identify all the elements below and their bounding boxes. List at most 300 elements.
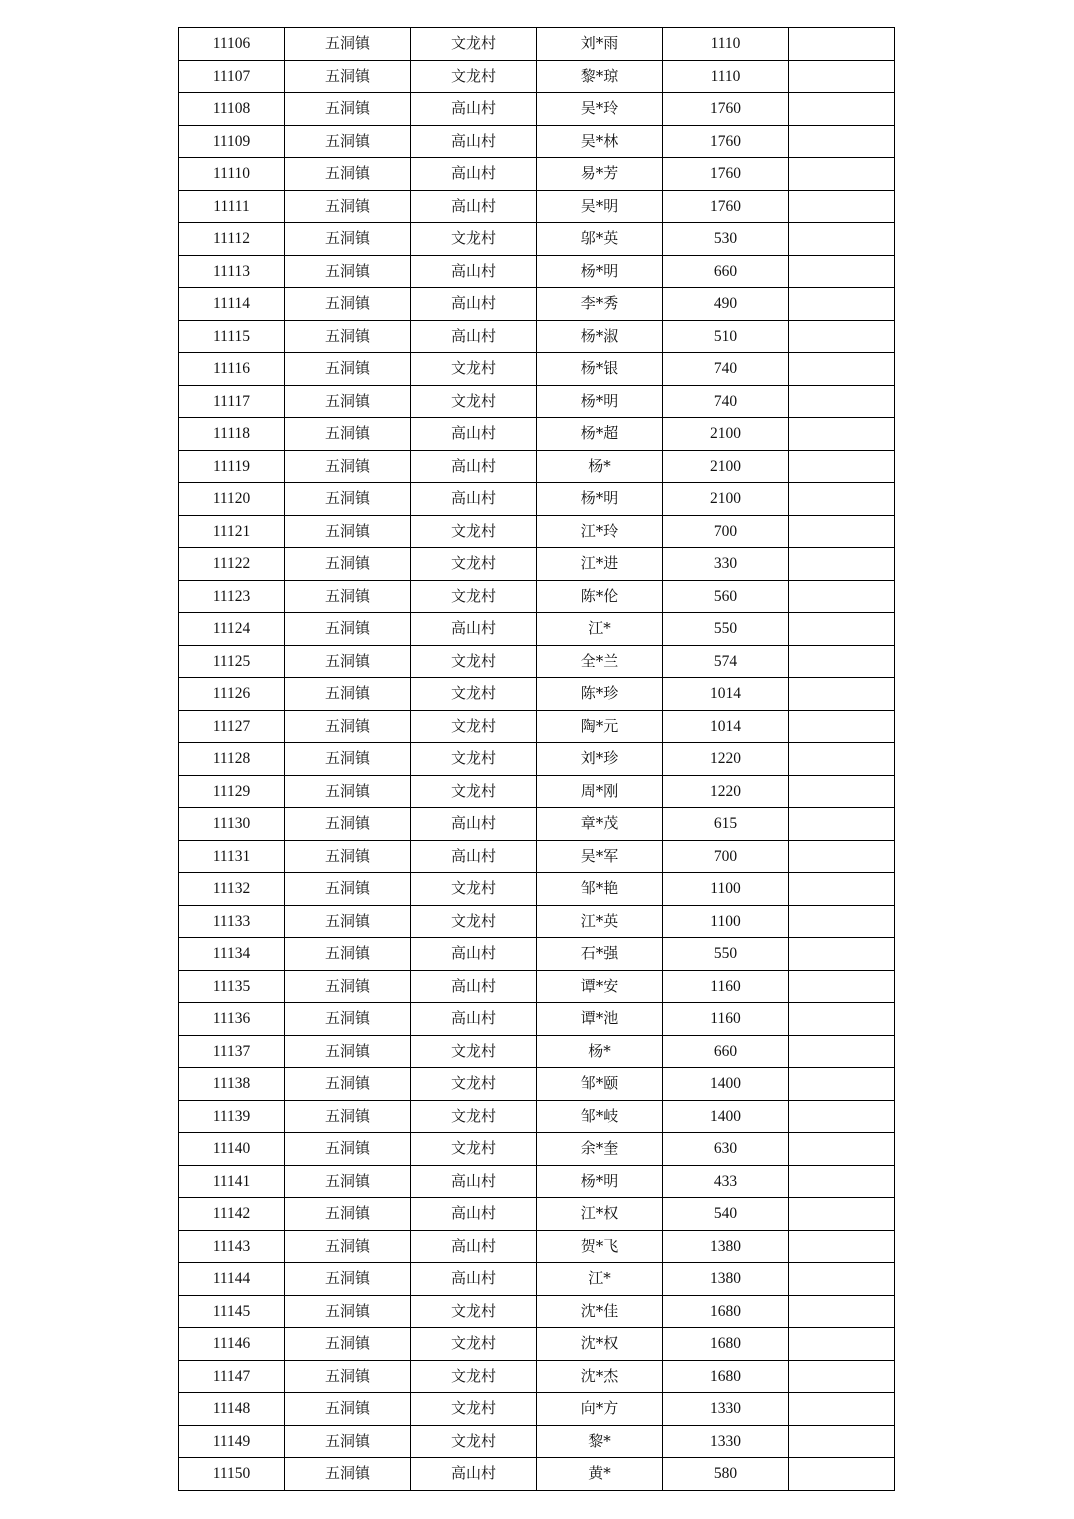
id-cell: 11125 [179, 645, 285, 678]
remark-cell [789, 905, 895, 938]
record-table-body [179, 28, 895, 1491]
amount-cell: 330 [663, 548, 789, 581]
remark-cell [789, 1393, 895, 1426]
town-cell: 五洞镇 [285, 840, 411, 873]
table-row [179, 678, 895, 711]
name-cell: 江*玲 [537, 515, 663, 548]
id-cell: 11106 [179, 28, 285, 61]
village-cell: 高山村 [411, 1165, 537, 1198]
id-cell: 11128 [179, 743, 285, 776]
table-row [179, 288, 895, 321]
record-table [178, 27, 895, 1491]
table-row [179, 710, 895, 743]
name-cell: 杨* [537, 450, 663, 483]
village-cell: 文龙村 [411, 905, 537, 938]
name-cell: 杨*明 [537, 483, 663, 516]
village-cell: 文龙村 [411, 743, 537, 776]
table-row [179, 385, 895, 418]
amount-cell: 1100 [663, 905, 789, 938]
id-cell: 11148 [179, 1393, 285, 1426]
village-cell: 文龙村 [411, 873, 537, 906]
village-cell: 文龙村 [411, 1100, 537, 1133]
name-cell: 陈*珍 [537, 678, 663, 711]
amount-cell: 1400 [663, 1068, 789, 1101]
id-cell: 11145 [179, 1295, 285, 1328]
village-cell: 高山村 [411, 158, 537, 191]
town-cell: 五洞镇 [285, 1133, 411, 1166]
town-cell: 五洞镇 [285, 1458, 411, 1491]
table-row [179, 1458, 895, 1491]
name-cell: 陶*元 [537, 710, 663, 743]
amount-cell: 1220 [663, 743, 789, 776]
name-cell: 邬*英 [537, 223, 663, 256]
remark-cell [789, 1035, 895, 1068]
table-row [179, 808, 895, 841]
table-row [179, 743, 895, 776]
id-cell: 11122 [179, 548, 285, 581]
town-cell: 五洞镇 [285, 158, 411, 191]
id-cell: 11121 [179, 515, 285, 548]
table-row [179, 1425, 895, 1458]
table-row [179, 1165, 895, 1198]
amount-cell: 1110 [663, 60, 789, 93]
amount-cell: 1680 [663, 1360, 789, 1393]
town-cell: 五洞镇 [285, 353, 411, 386]
remark-cell [789, 1360, 895, 1393]
id-cell: 11144 [179, 1263, 285, 1296]
village-cell: 文龙村 [411, 1328, 537, 1361]
town-cell: 五洞镇 [285, 938, 411, 971]
town-cell: 五洞镇 [285, 1393, 411, 1426]
remark-cell [789, 580, 895, 613]
id-cell: 11134 [179, 938, 285, 971]
village-cell: 文龙村 [411, 1133, 537, 1166]
table-row [179, 1360, 895, 1393]
village-cell: 高山村 [411, 1230, 537, 1263]
remark-cell [789, 1003, 895, 1036]
village-cell: 文龙村 [411, 1068, 537, 1101]
town-cell: 五洞镇 [285, 1035, 411, 1068]
id-cell: 11149 [179, 1425, 285, 1458]
id-cell: 11114 [179, 288, 285, 321]
name-cell: 黎*琼 [537, 60, 663, 93]
table-row [179, 28, 895, 61]
name-cell: 江*英 [537, 905, 663, 938]
village-cell: 高山村 [411, 320, 537, 353]
remark-cell [789, 93, 895, 126]
name-cell: 吴*明 [537, 190, 663, 223]
town-cell: 五洞镇 [285, 483, 411, 516]
remark-cell [789, 938, 895, 971]
name-cell: 石*强 [537, 938, 663, 971]
id-cell: 11136 [179, 1003, 285, 1036]
village-cell: 高山村 [411, 483, 537, 516]
town-cell: 五洞镇 [285, 970, 411, 1003]
name-cell: 杨*明 [537, 385, 663, 418]
town-cell: 五洞镇 [285, 1328, 411, 1361]
table-row [179, 1035, 895, 1068]
id-cell: 11120 [179, 483, 285, 516]
name-cell: 邹*岐 [537, 1100, 663, 1133]
town-cell: 五洞镇 [285, 1230, 411, 1263]
name-cell: 章*茂 [537, 808, 663, 841]
village-cell: 文龙村 [411, 1035, 537, 1068]
table-row [179, 223, 895, 256]
town-cell: 五洞镇 [285, 1263, 411, 1296]
town-cell: 五洞镇 [285, 873, 411, 906]
town-cell: 五洞镇 [285, 515, 411, 548]
remark-cell [789, 515, 895, 548]
name-cell: 沈*杰 [537, 1360, 663, 1393]
id-cell: 11118 [179, 418, 285, 451]
village-cell: 高山村 [411, 450, 537, 483]
amount-cell: 740 [663, 385, 789, 418]
table-row [179, 93, 895, 126]
remark-cell [789, 1230, 895, 1263]
remark-cell [789, 223, 895, 256]
amount-cell: 1760 [663, 158, 789, 191]
table-row [179, 775, 895, 808]
name-cell: 全*兰 [537, 645, 663, 678]
village-cell: 高山村 [411, 808, 537, 841]
id-cell: 11119 [179, 450, 285, 483]
id-cell: 11143 [179, 1230, 285, 1263]
village-cell: 高山村 [411, 970, 537, 1003]
name-cell: 黎* [537, 1425, 663, 1458]
id-cell: 11110 [179, 158, 285, 191]
village-cell: 高山村 [411, 1003, 537, 1036]
remark-cell [789, 125, 895, 158]
amount-cell: 490 [663, 288, 789, 321]
amount-cell: 1330 [663, 1393, 789, 1426]
village-cell: 文龙村 [411, 678, 537, 711]
town-cell: 五洞镇 [285, 93, 411, 126]
remark-cell [789, 1328, 895, 1361]
name-cell: 杨* [537, 1035, 663, 1068]
village-cell: 高山村 [411, 288, 537, 321]
name-cell: 周*刚 [537, 775, 663, 808]
remark-cell [789, 710, 895, 743]
id-cell: 11107 [179, 60, 285, 93]
table-row [179, 1133, 895, 1166]
name-cell: 谭*安 [537, 970, 663, 1003]
amount-cell: 1680 [663, 1295, 789, 1328]
amount-cell: 615 [663, 808, 789, 841]
town-cell: 五洞镇 [285, 385, 411, 418]
id-cell: 11108 [179, 93, 285, 126]
town-cell: 五洞镇 [285, 1068, 411, 1101]
amount-cell: 700 [663, 840, 789, 873]
amount-cell: 1760 [663, 93, 789, 126]
remark-cell [789, 840, 895, 873]
town-cell: 五洞镇 [285, 1198, 411, 1231]
amount-cell: 1110 [663, 28, 789, 61]
village-cell: 文龙村 [411, 223, 537, 256]
town-cell: 五洞镇 [285, 580, 411, 613]
amount-cell: 2100 [663, 483, 789, 516]
village-cell: 文龙村 [411, 710, 537, 743]
id-cell: 11138 [179, 1068, 285, 1101]
name-cell: 刘*珍 [537, 743, 663, 776]
town-cell: 五洞镇 [285, 808, 411, 841]
village-cell: 文龙村 [411, 1393, 537, 1426]
remark-cell [789, 418, 895, 451]
amount-cell: 433 [663, 1165, 789, 1198]
name-cell: 李*秀 [537, 288, 663, 321]
amount-cell: 1760 [663, 190, 789, 223]
amount-cell: 574 [663, 645, 789, 678]
amount-cell: 2100 [663, 418, 789, 451]
id-cell: 11139 [179, 1100, 285, 1133]
id-cell: 11142 [179, 1198, 285, 1231]
table-row [179, 613, 895, 646]
name-cell: 余*奎 [537, 1133, 663, 1166]
amount-cell: 1380 [663, 1263, 789, 1296]
village-cell: 高山村 [411, 1263, 537, 1296]
name-cell: 易*芳 [537, 158, 663, 191]
name-cell: 江*权 [537, 1198, 663, 1231]
remark-cell [789, 450, 895, 483]
remark-cell [789, 678, 895, 711]
remark-cell [789, 320, 895, 353]
town-cell: 五洞镇 [285, 613, 411, 646]
table-row [179, 645, 895, 678]
town-cell: 五洞镇 [285, 190, 411, 223]
village-cell: 文龙村 [411, 385, 537, 418]
remark-cell [789, 288, 895, 321]
table-row [179, 580, 895, 613]
name-cell: 邹*艳 [537, 873, 663, 906]
remark-cell [789, 353, 895, 386]
remark-cell [789, 1425, 895, 1458]
table-row [179, 515, 895, 548]
id-cell: 11126 [179, 678, 285, 711]
amount-cell: 1380 [663, 1230, 789, 1263]
table-row [179, 158, 895, 191]
name-cell: 邹*颐 [537, 1068, 663, 1101]
amount-cell: 660 [663, 1035, 789, 1068]
name-cell: 黄* [537, 1458, 663, 1491]
village-cell: 文龙村 [411, 515, 537, 548]
remark-cell [789, 1100, 895, 1133]
name-cell: 刘*雨 [537, 28, 663, 61]
amount-cell: 1680 [663, 1328, 789, 1361]
table-row [179, 1068, 895, 1101]
name-cell: 杨*银 [537, 353, 663, 386]
town-cell: 五洞镇 [285, 255, 411, 288]
town-cell: 五洞镇 [285, 548, 411, 581]
table-row [179, 320, 895, 353]
amount-cell: 1760 [663, 125, 789, 158]
table-row [179, 1295, 895, 1328]
amount-cell: 2100 [663, 450, 789, 483]
id-cell: 11123 [179, 580, 285, 613]
name-cell: 江* [537, 1263, 663, 1296]
id-cell: 11141 [179, 1165, 285, 1198]
amount-cell: 1100 [663, 873, 789, 906]
remark-cell [789, 808, 895, 841]
town-cell: 五洞镇 [285, 28, 411, 61]
village-cell: 文龙村 [411, 28, 537, 61]
town-cell: 五洞镇 [285, 1295, 411, 1328]
amount-cell: 1160 [663, 970, 789, 1003]
name-cell: 贺*飞 [537, 1230, 663, 1263]
id-cell: 11113 [179, 255, 285, 288]
name-cell: 沈*权 [537, 1328, 663, 1361]
amount-cell: 580 [663, 1458, 789, 1491]
table-row [179, 1198, 895, 1231]
id-cell: 11117 [179, 385, 285, 418]
remark-cell [789, 190, 895, 223]
name-cell: 陈*伦 [537, 580, 663, 613]
id-cell: 11133 [179, 905, 285, 938]
name-cell: 吴*军 [537, 840, 663, 873]
id-cell: 11131 [179, 840, 285, 873]
id-cell: 11147 [179, 1360, 285, 1393]
table-row [179, 1100, 895, 1133]
town-cell: 五洞镇 [285, 678, 411, 711]
amount-cell: 1014 [663, 678, 789, 711]
table-row [179, 418, 895, 451]
table-row [179, 1230, 895, 1263]
id-cell: 11130 [179, 808, 285, 841]
name-cell: 谭*池 [537, 1003, 663, 1036]
amount-cell: 700 [663, 515, 789, 548]
id-cell: 11137 [179, 1035, 285, 1068]
town-cell: 五洞镇 [285, 1425, 411, 1458]
amount-cell: 1400 [663, 1100, 789, 1133]
name-cell: 杨*淑 [537, 320, 663, 353]
table-row [179, 873, 895, 906]
amount-cell: 530 [663, 223, 789, 256]
name-cell: 杨*明 [537, 255, 663, 288]
id-cell: 11140 [179, 1133, 285, 1166]
remark-cell [789, 743, 895, 776]
amount-cell: 1220 [663, 775, 789, 808]
amount-cell: 1330 [663, 1425, 789, 1458]
village-cell: 文龙村 [411, 548, 537, 581]
table-row [179, 353, 895, 386]
village-cell: 高山村 [411, 93, 537, 126]
table-row [179, 548, 895, 581]
village-cell: 高山村 [411, 1458, 537, 1491]
amount-cell: 560 [663, 580, 789, 613]
remark-cell [789, 1165, 895, 1198]
id-cell: 11129 [179, 775, 285, 808]
village-cell: 文龙村 [411, 1360, 537, 1393]
name-cell: 吴*林 [537, 125, 663, 158]
id-cell: 11109 [179, 125, 285, 158]
table-row [179, 1003, 895, 1036]
village-cell: 高山村 [411, 418, 537, 451]
village-cell: 高山村 [411, 1198, 537, 1231]
town-cell: 五洞镇 [285, 450, 411, 483]
id-cell: 11116 [179, 353, 285, 386]
remark-cell [789, 1458, 895, 1491]
name-cell: 江*进 [537, 548, 663, 581]
amount-cell: 540 [663, 1198, 789, 1231]
village-cell: 高山村 [411, 125, 537, 158]
town-cell: 五洞镇 [285, 1360, 411, 1393]
village-cell: 文龙村 [411, 60, 537, 93]
town-cell: 五洞镇 [285, 1100, 411, 1133]
amount-cell: 510 [663, 320, 789, 353]
village-cell: 文龙村 [411, 1295, 537, 1328]
amount-cell: 550 [663, 938, 789, 971]
town-cell: 五洞镇 [285, 288, 411, 321]
town-cell: 五洞镇 [285, 223, 411, 256]
remark-cell [789, 873, 895, 906]
town-cell: 五洞镇 [285, 1165, 411, 1198]
id-cell: 11127 [179, 710, 285, 743]
remark-cell [789, 1133, 895, 1166]
id-cell: 11150 [179, 1458, 285, 1491]
remark-cell [789, 970, 895, 1003]
village-cell: 高山村 [411, 190, 537, 223]
remark-cell [789, 1263, 895, 1296]
table-row [179, 938, 895, 971]
id-cell: 11132 [179, 873, 285, 906]
name-cell: 杨*超 [537, 418, 663, 451]
table-row [179, 190, 895, 223]
remark-cell [789, 613, 895, 646]
table-row [179, 1263, 895, 1296]
amount-cell: 1160 [663, 1003, 789, 1036]
village-cell: 高山村 [411, 840, 537, 873]
amount-cell: 550 [663, 613, 789, 646]
village-cell: 高山村 [411, 613, 537, 646]
village-cell: 高山村 [411, 938, 537, 971]
name-cell: 杨*明 [537, 1165, 663, 1198]
amount-cell: 1014 [663, 710, 789, 743]
table-row [179, 840, 895, 873]
town-cell: 五洞镇 [285, 743, 411, 776]
table-row [179, 255, 895, 288]
remark-cell [789, 1198, 895, 1231]
remark-cell [789, 60, 895, 93]
name-cell: 江* [537, 613, 663, 646]
name-cell: 吴*玲 [537, 93, 663, 126]
town-cell: 五洞镇 [285, 775, 411, 808]
remark-cell [789, 775, 895, 808]
id-cell: 11112 [179, 223, 285, 256]
table-row [179, 1393, 895, 1426]
id-cell: 11115 [179, 320, 285, 353]
id-cell: 11111 [179, 190, 285, 223]
town-cell: 五洞镇 [285, 710, 411, 743]
amount-cell: 660 [663, 255, 789, 288]
name-cell: 向*方 [537, 1393, 663, 1426]
amount-cell: 630 [663, 1133, 789, 1166]
name-cell: 沈*佳 [537, 1295, 663, 1328]
village-cell: 文龙村 [411, 580, 537, 613]
table-row [179, 125, 895, 158]
town-cell: 五洞镇 [285, 418, 411, 451]
town-cell: 五洞镇 [285, 320, 411, 353]
remark-cell [789, 385, 895, 418]
table-row [179, 970, 895, 1003]
village-cell: 文龙村 [411, 353, 537, 386]
town-cell: 五洞镇 [285, 905, 411, 938]
town-cell: 五洞镇 [285, 645, 411, 678]
id-cell: 11146 [179, 1328, 285, 1361]
remark-cell [789, 1068, 895, 1101]
village-cell: 文龙村 [411, 775, 537, 808]
id-cell: 11124 [179, 613, 285, 646]
remark-cell [789, 158, 895, 191]
remark-cell [789, 255, 895, 288]
remark-cell [789, 1295, 895, 1328]
